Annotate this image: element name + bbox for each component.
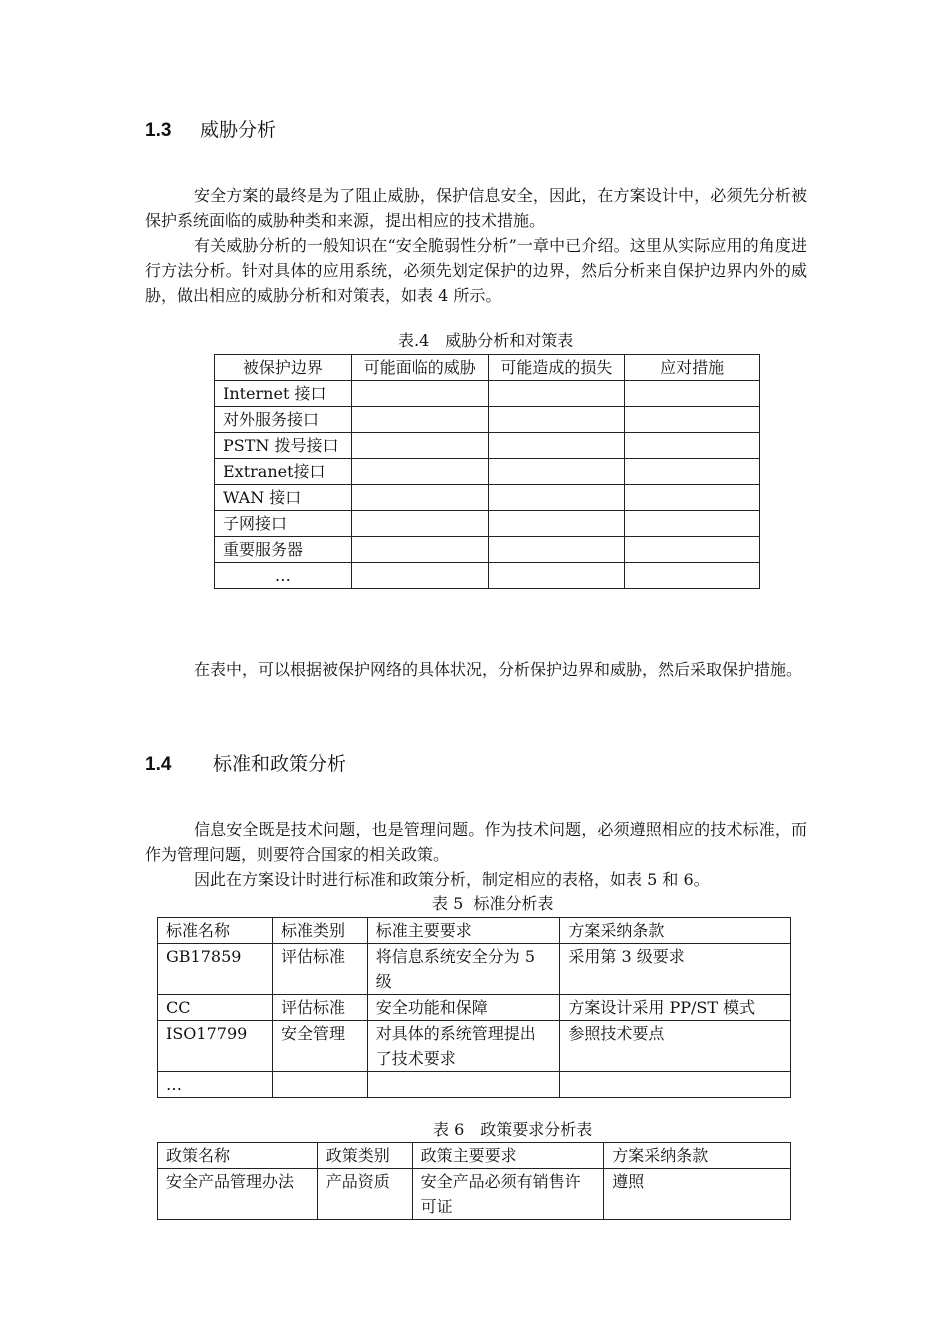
- header-cell: 可能面临的威胁: [351, 355, 488, 381]
- paragraph: 安全方案的最终是为了阻止威胁，保护信息安全，因此，在方案设计中，必须先分析被保护系统面临的威胁种类和来源，提出相应的技术措施。: [145, 186, 807, 230]
- table-cell: 产品资质: [317, 1169, 412, 1220]
- table-cell: 安全管理: [272, 1021, 367, 1072]
- threat-analysis-table: [214, 354, 760, 589]
- table-row: [215, 407, 760, 433]
- table-cell: CC: [158, 995, 273, 1021]
- table-cell: [351, 433, 488, 459]
- table-row: [158, 1021, 791, 1072]
- table-caption: 表 6 政策要求分析表: [433, 1120, 593, 1139]
- header-cell: 标准名称: [158, 918, 273, 944]
- paragraph: 有关威胁分析的一般知识在“安全脆弱性分析”一章中已介绍。这里从实际应用的角度进行方法分析。针对具体的应用系统，必须先划定保护的边界，然后分析来自保护边界内外的威胁，做出相应的威胁分析和对策表，如表 4 所示。: [145, 236, 807, 305]
- table-cell: [488, 511, 625, 537]
- ellipsis-cell: …: [158, 1072, 273, 1098]
- table-cell: [351, 407, 488, 433]
- table-cell: [351, 511, 488, 537]
- table-cell: [488, 381, 625, 407]
- table-row: [215, 485, 760, 511]
- table-cell: [351, 563, 488, 589]
- table-cell: 参照技术要点: [560, 1021, 791, 1072]
- table-cell: [625, 537, 760, 563]
- header-cell: 政策类别: [317, 1143, 412, 1169]
- table-cell: 安全功能和保障: [367, 995, 560, 1021]
- table-cell: [272, 1072, 367, 1098]
- table-cell: [488, 485, 625, 511]
- section-heading-1-3: [145, 115, 276, 142]
- table-cell: [625, 433, 760, 459]
- table-cell: [488, 537, 625, 563]
- table-row: [215, 511, 760, 537]
- table-cell: [488, 407, 625, 433]
- table-row: [158, 1072, 791, 1098]
- table-cell: 评估标准: [272, 944, 367, 995]
- table-caption: 表 5 标准分析表: [432, 894, 554, 913]
- section-number: 1.4: [145, 754, 172, 775]
- table-row: [158, 995, 791, 1021]
- section-heading-1-4: [145, 749, 346, 776]
- table-cell: 对具体的系统管理提出了技术要求: [367, 1021, 560, 1072]
- boundary-cell: WAN 接口: [215, 485, 352, 511]
- table-cell: [351, 537, 488, 563]
- header-cell: 可能造成的损失: [488, 355, 625, 381]
- table-row: [215, 459, 760, 485]
- header-cell: 应对措施: [625, 355, 760, 381]
- table-cell: 安全产品必须有销售许可证: [412, 1169, 604, 1220]
- table-cell: [367, 1072, 560, 1098]
- paragraph: 因此在方案设计时进行标准和政策分析，制定相应的表格，如表 5 和 6。: [194, 870, 710, 889]
- table-row: [215, 381, 760, 407]
- boundary-cell: Extranet接口: [215, 459, 352, 485]
- table-caption: 表.4 威胁分析和对策表: [398, 331, 574, 350]
- table-row: [215, 563, 760, 589]
- table-cell: [625, 563, 760, 589]
- standards-analysis-table: [157, 917, 791, 1098]
- table-cell: [625, 485, 760, 511]
- table-header-row: [158, 918, 791, 944]
- table-cell: 将信息系统安全分为 5 级: [367, 944, 560, 995]
- table-cell: [560, 1072, 791, 1098]
- header-cell: 政策主要要求: [412, 1143, 604, 1169]
- header-cell: 方案采纳条款: [560, 918, 791, 944]
- header-cell: 政策名称: [158, 1143, 318, 1169]
- table-cell: 安全产品管理办法: [158, 1169, 318, 1220]
- table-row: [158, 1169, 791, 1220]
- table-cell: [625, 459, 760, 485]
- paragraph: 在表中，可以根据被保护网络的具体状况，分析保护边界和威胁，然后采取保护措施。: [194, 660, 803, 679]
- table-cell: [625, 511, 760, 537]
- table-cell: [625, 407, 760, 433]
- table-cell: ISO17799: [158, 1021, 273, 1072]
- ellipsis-cell: …: [215, 563, 352, 589]
- table-cell: [625, 381, 760, 407]
- table-cell: [351, 485, 488, 511]
- table-cell: 方案设计采用 PP/ST 模式: [560, 995, 791, 1021]
- table-row: [215, 433, 760, 459]
- table-cell: [488, 459, 625, 485]
- header-cell: 标准类别: [272, 918, 367, 944]
- table-cell: [351, 459, 488, 485]
- section-title: 威胁分析: [200, 120, 277, 141]
- header-cell: 被保护边界: [215, 355, 352, 381]
- boundary-cell: Internet 接口: [215, 381, 352, 407]
- table-cell: GB17859: [158, 944, 273, 995]
- boundary-cell: 子网接口: [215, 511, 352, 537]
- table-header-row: [158, 1143, 791, 1169]
- section-title: 标准和政策分析: [213, 754, 347, 775]
- boundary-cell: 对外服务接口: [215, 407, 352, 433]
- table-cell: 遵照: [604, 1169, 791, 1220]
- table-cell: 采用第 3 级要求: [560, 944, 791, 995]
- policy-analysis-table: [157, 1142, 791, 1220]
- table-cell: 评估标准: [272, 995, 367, 1021]
- paragraph: 信息安全既是技术问题，也是管理问题。作为技术问题，必须遵照相应的技术标准，而作为管理问题，则要符合国家的相关政策。: [145, 820, 807, 864]
- table-cell: [488, 433, 625, 459]
- table-row: [215, 537, 760, 563]
- table-row: [158, 944, 791, 995]
- table-header-row: [215, 355, 760, 381]
- boundary-cell: 重要服务器: [215, 537, 352, 563]
- header-cell: 标准主要要求: [367, 918, 560, 944]
- section-number: 1.3: [145, 120, 172, 141]
- boundary-cell: PSTN 拨号接口: [215, 433, 352, 459]
- header-cell: 方案采纳条款: [604, 1143, 791, 1169]
- table-cell: [351, 381, 488, 407]
- table-cell: [488, 563, 625, 589]
